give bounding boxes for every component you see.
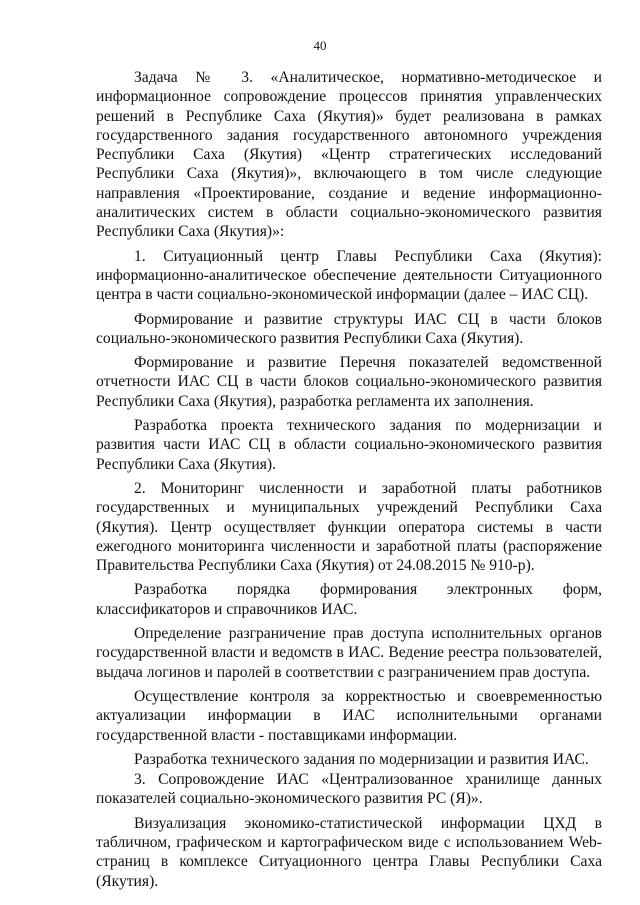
paragraph-indicators: Формирование и развитие Перечня показателей ведомственной отчетности ИАС СЦ в части блоков социально-экономического развития Республики Саха (Якутия), разработка регламента их заполнения. [96,354,602,410]
paragraph-monitoring: 2. Мониторинг численности и заработной платы работников государственных и муниципальных учреждений Республики Саха (Якутия). Центр осуществляет функции оператора системы в части ежегодного мониторинга численности и заработной платы (распоряжение Правительства Республики Саха (Якутия) от 24.08.2015 № 910-р). [96,479,602,575]
paragraph-tech-spec-sc: Разработка проекта технического задания по модернизации и развития части ИАС СЦ в области социально-экономического развития Республики Саха (Якутия). [96,417,602,473]
paragraph-data-warehouse: 3. Сопровождение ИАС «Централизованное хранилище данных показателей социально-экономического развития РС (Я)». [96,771,602,808]
paragraph-control: Осуществление контроля за корректностью и своевременностью актуализации информации в ИАС исполнительными органами государственной власти - поставщиками информации. [96,687,602,744]
page-number: 40 [313,38,327,53]
document-body [96,68,602,896]
paragraph-visualization: Визуализация экономико-статистической информации ЦХД в табличном, графическом и картографическом виде с использованием Web-страниц в комплексе Ситуационного центра Главы Республики Саха (Якутия). [96,814,602,890]
paragraph-task-3: Задача № 3. «Аналитическое, нормативно-методическое и информационное сопровождение процессов принятия управленческих решений в Республике Саха (Якутия)» будет реализована в рамках государственного задания государственного автономного учреждения Республики Саха (Якутия) «Центр стратегических исследований Республики Саха (Якутия)», включающего в том числе следующие направления «Проектирование, создание и ведение информационно-аналитических систем в области социально-экономического развития Республики Саха (Якутия)»: [96,69,602,241]
paragraph-structure: Формирование и развитие структуры ИАС СЦ в части блоков социально-экономического развития Республики Саха (Якутия). [96,310,602,347]
paragraph-tech-spec-ias: Разработка технического задания по модернизации и развития ИАС. [134,750,589,768]
paragraph-situation-center: 1. Ситуационный центр Главы Республики Саха (Якутия): информационно-аналитическое обеспечение деятельности Ситуационного центра в части социально-экономической информации (далее – ИАС СЦ). [96,247,602,304]
paragraph-forms: Разработка порядка формирования электронных форм, классификаторов и справочников ИАС. [96,581,602,618]
paragraph-access-rights: Определение разграничение прав доступа исполнительных органов государственной власти и ведомств в ИАС. Ведение реестра пользователей, выдача логинов и паролей в соответствии с разграничением прав доступа. [96,625,602,681]
